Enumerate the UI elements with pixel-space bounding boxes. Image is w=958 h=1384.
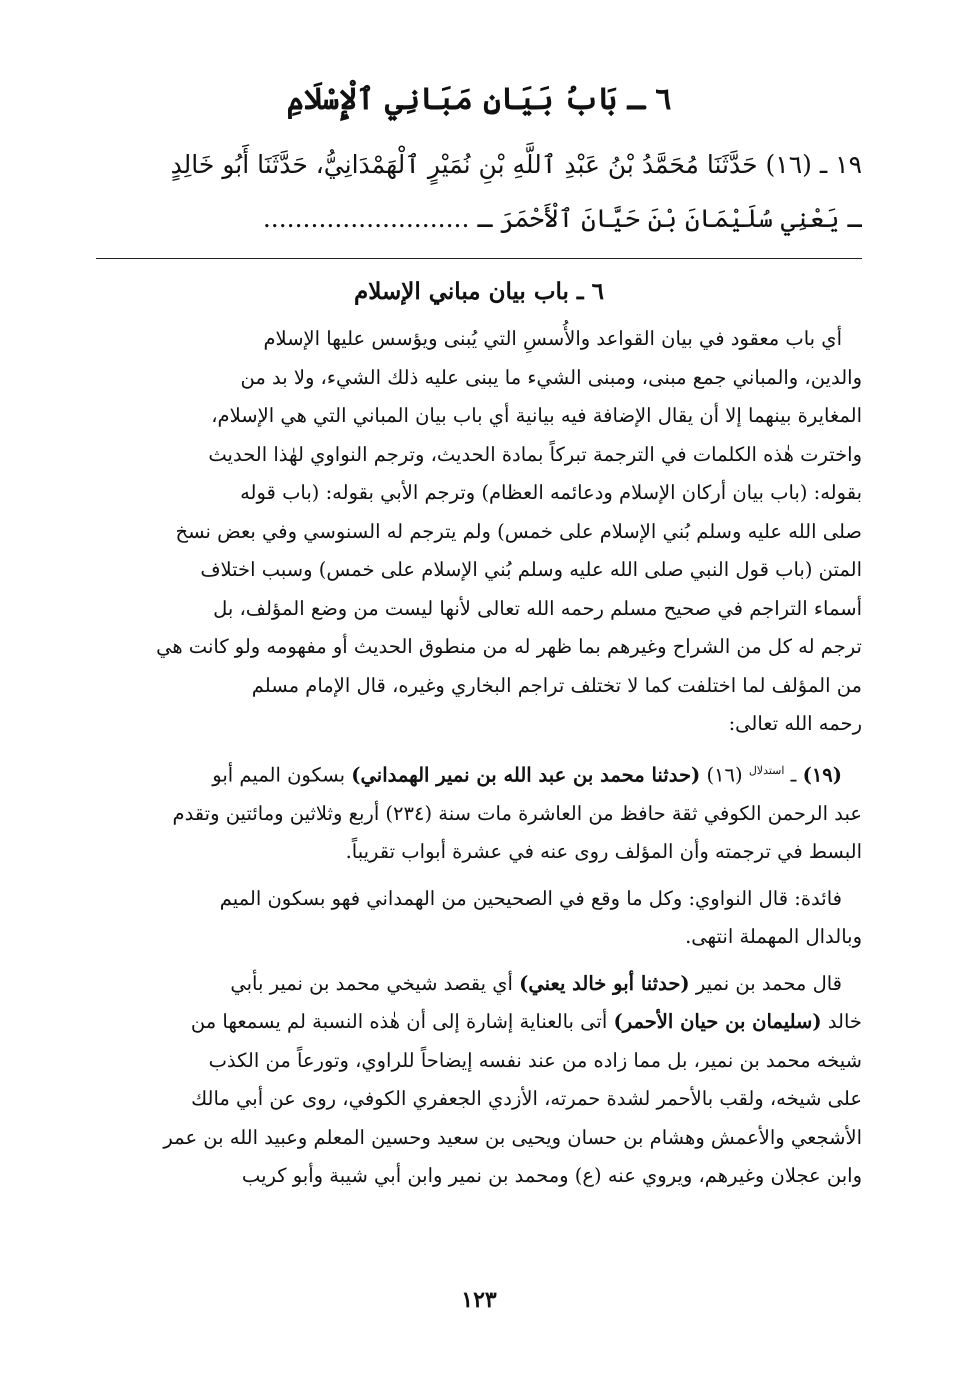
hadith-number: (١٩): [802, 763, 842, 786]
commentary-paragraph: [96, 752, 862, 872]
text-fragment: أي يقصد شيخي محمد بن نمير بأبي: [230, 971, 513, 995]
page-number: ١٢٣: [461, 1287, 497, 1313]
hadith-text: [96, 138, 862, 246]
text-fragment: خالد: [827, 1010, 862, 1033]
text-line: رحمه الله تعالى:: [728, 712, 862, 735]
text-line: أي باب معقود في بيان القواعد والأُسسِ التي يُبنى ويؤسس عليها الإسلام: [263, 327, 842, 350]
text-line: والدين، والمباني جمع مبنى، ومبنى الشيء ما يبنى عليه ذلك الشيء، ولا بد من: [240, 365, 862, 389]
text-line: الأشجعي والأعمش وهشام بن حسان ويحيى بن سعيد وحسين المعلم وعبيد الله بن عمر: [163, 1125, 862, 1149]
section-divider: [96, 258, 862, 259]
text-line: عبد الرحمن الكوفي ثقة حافظ من العاشرة مات سنة (٢٣٤) أربع وثلاثين ومائتين وتقدم: [172, 801, 862, 825]
quoted-matn: (حدثنا محمد بن عبد الله بن نمير الهمداني): [351, 763, 701, 786]
hadith-line-text: ـ يَعْنِي سُلَيْمَانَ بْنَ حَيَّانَ ٱلْأَحْمَرَ ـ: [477, 204, 862, 233]
text-line: بقوله: (باب بيان أركان الإسلام ودعائمه العظام) وترجم الأبي بقوله: (باب قوله: [240, 481, 862, 504]
hadith-chapter-title: ٦ ـ بَابُ بَيَانِ مَبَانِي ٱلْإِسْلَامِ: [286, 82, 672, 117]
text-fragment: أتى بالعناية إشارة إلى أن هٰذه النسبة لم يسمعها من: [190, 1010, 608, 1033]
text-line: وبالدال المهملة انتهى.: [685, 925, 862, 948]
text-line: وابن عجلان وغيرهم، ويروي عنه (ع) ومحمد بن نمير وابن أبي شيبة وأبو كريب: [241, 1164, 862, 1187]
text-line: [96, 1003, 862, 1042]
text-line: [96, 752, 862, 795]
text-line: المغايرة بينهما إلا أن يقال الإضافة فيه بيانية أي باب بيان المباني التي هي الإسلام،: [211, 404, 862, 427]
text-line: المتن (باب قول النبي صلى الله عليه وسلم بُني الإسلام على خمس) وسبب اختلاف: [200, 558, 862, 581]
text-line: واخترت هٰذه الكلمات في الترجمة تبركاً بمادة الحديث، وترجم النواوي لهٰذا الحديث: [208, 442, 862, 466]
text-line: فائدة: قال النواوي: وكل ما وقع في الصحيحين من الهمداني فهو بسكون الميم: [219, 886, 842, 910]
text-line: البسط في ترجمته وأن المؤلف روى عنه في عشرة أبواب تقريباً.: [345, 840, 862, 863]
commentary-paragraph: [96, 965, 862, 1196]
commentary-chapter-title: ٦ ـ باب بيان مباني الإسلام: [353, 278, 605, 305]
commentary-body: [96, 320, 862, 1196]
hadith-ref: (١٦): [706, 763, 743, 786]
text-line: صلى الله عليه وسلم بُني الإسلام على خمس) ولم يترجم له السنوسي وفي بعض نسخ: [175, 519, 862, 543]
text-line: [96, 965, 862, 1004]
hadith-line: [96, 192, 862, 246]
hadith-dots: ..........................: [262, 204, 470, 233]
quoted-matn: (حدثنا أبو خالد يعني): [519, 971, 690, 995]
text-line: ترجم له كل من الشراح وغيرهم بما ظهر له من منطوق الحديث أو مفهومه ولو كانت هي: [156, 635, 862, 658]
hadith-line: ١٩ ـ (١٦) حَدَّثَنَا مُحَمَّدُ بْنُ عَبْدِ ٱللَّهِ بْنِ نُمَيْرٍ ٱلْهَمْدَانِيُّ، حَدَّثَنَا أَبُو خَالِدٍ: [170, 150, 862, 179]
commentary-paragraph: [96, 880, 862, 957]
quoted-matn: (سليمان بن حيان الأحمر): [613, 1010, 822, 1033]
marginal-note: استدلال: [748, 763, 785, 777]
text-line: أسماء التراجم في صحيح مسلم رحمه الله تعالى لأنها ليست من وضع المؤلف، بل: [213, 596, 862, 620]
text-line: شيخه محمد بن نمير، بل مما زاده من عند نفسه إيضاحاً للراوي، وتورعاً من الكذب: [208, 1048, 862, 1072]
dash: ـ: [790, 763, 797, 786]
text-line: من المؤلف لما اختلفت كما لا تختلف تراجم البخاري وغيره، قال الإمام مسلم: [251, 673, 862, 697]
text-fragment: قال محمد بن نمير: [695, 971, 842, 995]
text-line: على شيخه، ولقب بالأحمر لشدة حمرته، الأزدي الجعفري الكوفي، روى عن أبي مالك: [191, 1087, 862, 1110]
commentary-paragraph: [96, 320, 862, 744]
text-fragment: بسكون الميم أبو: [212, 763, 346, 786]
